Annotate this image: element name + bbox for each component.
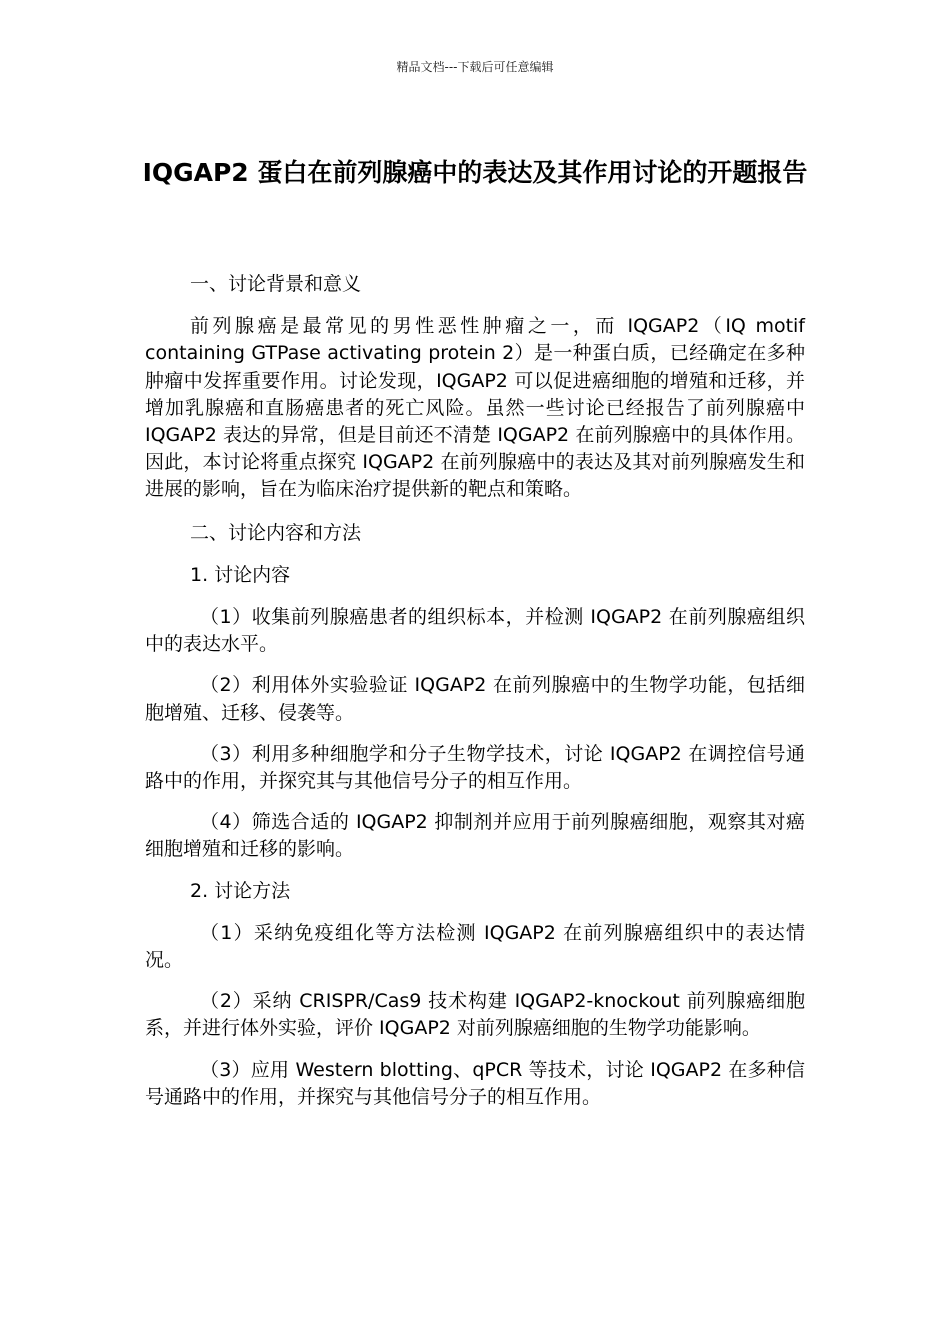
document-title: IQGAP2 蛋白在前列腺癌中的表达及其作用讨论的开题报告 xyxy=(142,157,808,187)
content-item: （2）利用体外实验验证 IQGAP2 在前列腺癌中的生物学功能，包括细胞增殖、迁移、侵袭等。 xyxy=(145,674,805,724)
section-heading-content-methods: 二、讨论内容和方法 xyxy=(190,521,362,544)
method-item: （3）应用 Western blotting、qPCR 等技术，讨论 IQGAP2 在多种信号通路中的作用，并探究与其他信号分子的相互作用。 xyxy=(145,1058,805,1108)
background-paragraph: 前列腺癌是最常见的男性恶性肿瘤之一，而 IQGAP2（IQ motif containing GTPase activating protein 2）是一种蛋白质，已经确定在多种肿瘤中发挥重要作用。讨论发现，IQGAP2 可以促进癌细胞的增殖和迁移，并增加乳腺癌和直肠癌患者的死亡风险。虽然一些讨论已经报告了前列腺癌中 IQGAP2 表达的异常，但是目前还不清楚 IQGAP2 在前列腺癌中的具体作用。因此，本讨论将重点探究 IQGAP2 在前列腺癌中的表达及其对前列腺癌发生和进展的影响，旨在为临床治疗提供新的靶点和策略。 xyxy=(145,315,805,501)
page-header: 精品文档---下载后可任意编辑 xyxy=(396,60,554,74)
section-heading-background: 一、讨论背景和意义 xyxy=(190,273,362,295)
subheading-content: 1. 讨论内容 xyxy=(190,563,291,586)
document-body xyxy=(145,271,805,1125)
method-item: （1）采纳免疫组化等方法检测 IQGAP2 在前列腺癌组织中的表达情况。 xyxy=(145,921,805,972)
content-item: （3）利用多种细胞学和分子生物学技术，讨论 IQGAP2 在调控信号通路中的作用，并探究其与其他信号分子的相互作用。 xyxy=(145,742,805,793)
content-item: （1）收集前列腺癌患者的组织标本，并检测 IQGAP2 在前列腺癌组织中的表达水平。 xyxy=(145,606,805,656)
subheading-methods: 2. 讨论方法 xyxy=(190,879,291,902)
method-item: （2）采纳 CRISPR/Cas9 技术构建 IQGAP2-knockout 前列腺癌细胞系，并进行体外实验，评价 IQGAP2 对前列腺癌细胞的生物学功能影响。 xyxy=(145,990,805,1040)
content-item: （4）筛选合适的 IQGAP2 抑制剂并应用于前列腺癌细胞，观察其对癌细胞增殖和迁移的影响。 xyxy=(145,811,805,861)
